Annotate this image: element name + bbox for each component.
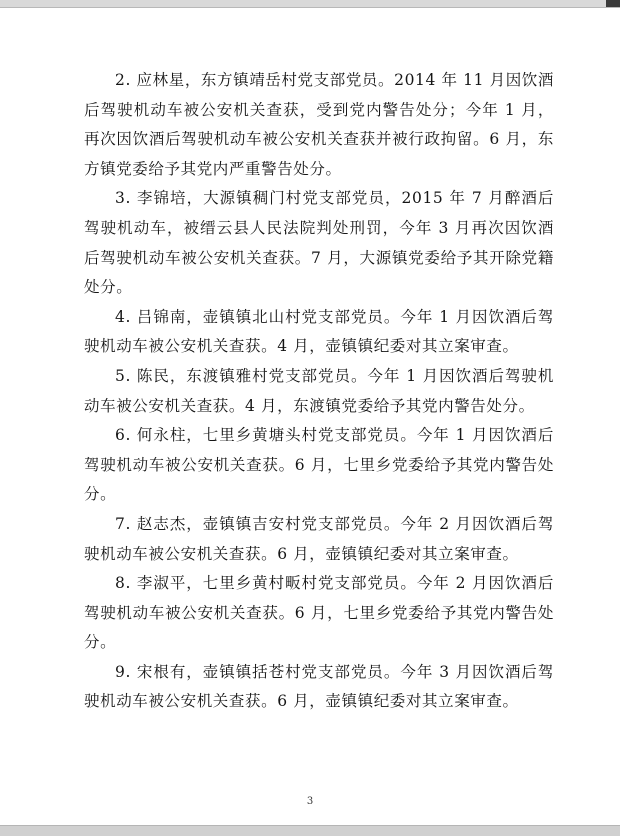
paragraph-item-4: 4. 吕锦南，壶镇镇北山村党支部党员。今年 1 月因饮酒后驾驶机动车被公安机关查获。4 月，壶镇镇纪委对其立案审查。 — [84, 307, 554, 356]
paragraph-item-8: 8. 李淑平，七里乡黄村畈村党支部党员。今年 2 月因饮酒后驾驶机动车被公安机关查获。6 月，七里乡党委给予其党内警告处分。 — [84, 574, 554, 652]
document-page — [0, 8, 620, 826]
paragraph-item-7: 7. 赵志杰，壶镇镇吉安村党支部党员。今年 2 月因饮酒后驾驶机动车被公安机关查获。6 月，壶镇镇纪委对其立案审查。 — [84, 514, 554, 563]
page-number: 3 — [306, 796, 314, 807]
page-content — [84, 66, 554, 717]
paragraph-item-6: 6. 何永柱，七里乡黄塘头村党支部党员。今年 1 月因饮酒后驾驶机动车被公安机关查获。6 月，七里乡党委给予其党内警告处分。 — [84, 426, 554, 504]
paragraph-item-2: 2. 应林星，东方镇靖岳村党支部党员。2014 年 11 月因饮酒后驾驶机动车被公安机关查获，受到党内警告处分；今年 1 月，再次因饮酒后驾驶机动车被公安机关查获并被行政拘留。6 月，东方镇党委给予其党内严重警告处分。 — [84, 71, 554, 178]
paragraph-item-9: 9. 宋根有，壶镇镇括苍村党支部党员。今年 3 月因饮酒后驾驶机动车被公安机关查获。6 月，壶镇镇纪委对其立案审查。 — [84, 662, 554, 711]
viewer-corner-control[interactable] — [606, 0, 620, 7]
viewer-bottom-bar — [0, 825, 620, 836]
paragraph-item-3: 3. 李锦培，大源镇稠门村党支部党员，2015 年 7 月醉酒后驾驶机动车，被缙云县人民法院判处刑罚，今年 3 月再次因饮酒后驾驶机动车被公安机关查获。7 月，大源镇党委给予其开除党籍处分。 — [84, 189, 554, 297]
viewer-top-bar — [0, 0, 620, 8]
paragraph-item-5: 5. 陈民，东渡镇雅村党支部党员。今年 1 月因饮酒后驾驶机动车被公安机关查获。4 月，东渡镇党委给予其党内警告处分。 — [84, 366, 554, 415]
